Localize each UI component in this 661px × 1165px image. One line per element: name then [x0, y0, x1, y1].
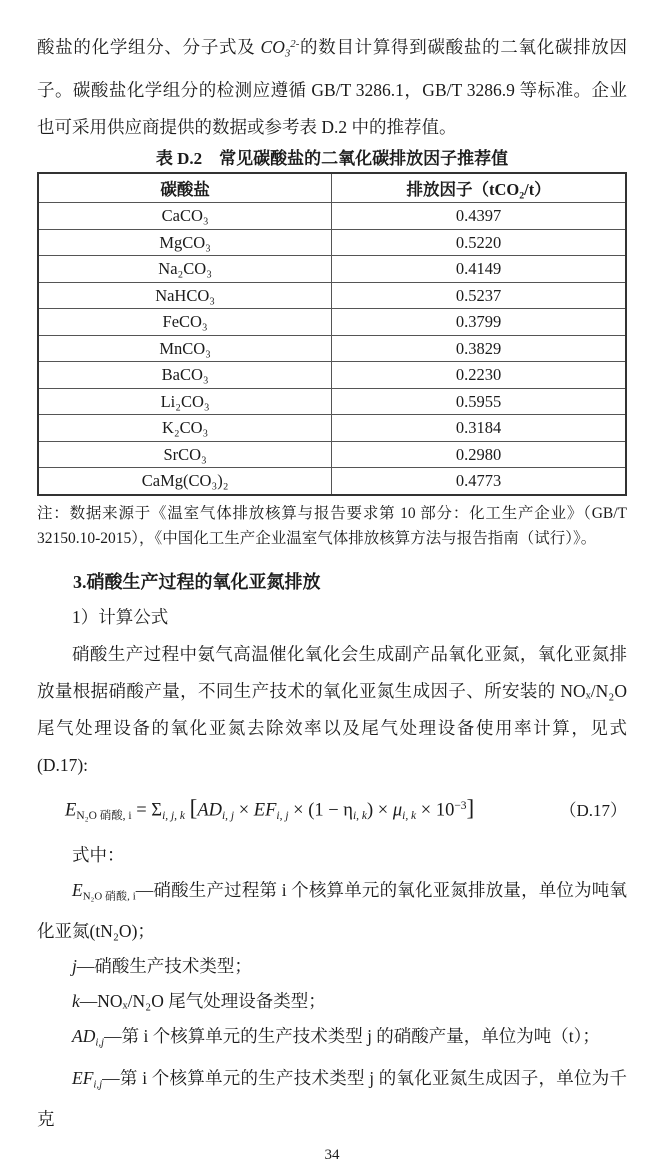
table-row: [38, 309, 626, 336]
table-row: [38, 282, 626, 309]
table-cell-carbonate: SrCO₃: [38, 441, 332, 468]
table-cell-carbonate: MgCO₃: [38, 229, 332, 256]
emission-factor-table: [37, 172, 627, 496]
definition-ad: ADi,j—第 i 个核算单元的生产技术类型 j 的硝酸产量，单位为吨（t）；: [72, 1026, 600, 1049]
section-heading: 3.硝酸生产过程的氧化亚氮排放: [73, 571, 321, 592]
table-row: [38, 388, 626, 415]
page-number: 34: [324, 1147, 340, 1164]
table-cell-carbonate: MnCO₃: [38, 335, 332, 362]
definition-e: EN₂O 硝酸, i—硝酸生产过程第 i 个核算单元的氧化亚氮排放量，单位为吨氧化亚氮(tN₂O)；: [37, 879, 627, 942]
table-cell-carbonate: Na₂CO₃: [38, 256, 332, 283]
table-cell-factor: 0.5220: [332, 229, 626, 256]
table-cell-factor: 0.4149: [332, 256, 626, 283]
where-label: 式中：: [72, 844, 125, 865]
table-header-cell-carbonate: 碳酸盐: [38, 173, 332, 203]
table-row: [38, 203, 626, 230]
table-cell-carbonate: K₂CO₃: [38, 415, 332, 442]
table-row: [38, 229, 626, 256]
table-cell-carbonate: CaMg(CO₃)₂: [38, 468, 332, 495]
table-cell-factor: 0.4773: [332, 468, 626, 495]
table-cell-carbonate: BaCO₃: [38, 362, 332, 389]
table-cell-carbonate: NaHCO₃: [38, 282, 332, 309]
table-header: [38, 173, 626, 203]
table-body: [38, 203, 626, 495]
subsection-label: 1）计算公式: [72, 606, 169, 627]
table-row: [38, 256, 626, 283]
table-row: [38, 468, 626, 495]
table-cell-carbonate: CaCO₃: [38, 203, 332, 230]
formula-expression: EN₂O 硝酸, i = Σi, j, k [ADi, j × EFi, j × (1 − ηi, k) × μi, $k \times 10^{-3}$]: [65, 795, 475, 822]
table-cell-factor: 0.3829: [332, 335, 626, 362]
intro-paragraph: 酸盐的化学组分、分子式及 $CO3^{2-}$的数目计算得到碳酸盐的二氧化碳排放因子。碳酸盐化学组分的检测应遵循 GB/T 3286.1，GB/T 3286.9 等标准。企业也可采用供应商提供的数据或参考表 D.2 中的推荐值。: [37, 36, 628, 138]
formula-number: （D.17）: [559, 800, 627, 820]
table-cell-carbonate: FeCO₃: [38, 309, 332, 336]
table-note: 注：数据来源于《温室气体排放核算与报告要求第 10 部分：化工生产企业》（GB/T 32150.10-2015），《中国化工生产企业温室气体排放核算方法与报告指南（试行）》。: [37, 504, 627, 547]
table-row: [38, 441, 626, 468]
table-cell-factor: 0.4397: [332, 203, 626, 230]
table-cell-factor: 0.2980: [332, 441, 626, 468]
definition-j: j—硝酸生产技术类型；: [72, 956, 252, 977]
table-header-row: [38, 173, 626, 203]
table-row: [38, 415, 626, 442]
formula-row: [37, 784, 627, 838]
definition-ef: EFi,j—第 i 个核算单元的生产技术类型 j 的氧化亚氮生成因子，单位为千克: [37, 1067, 627, 1130]
table-row: [38, 362, 626, 389]
definition-k: k—NOₓ/N₂O 尾气处理设备类型；: [72, 991, 326, 1012]
table-cell-factor: 0.5955: [332, 388, 626, 415]
table-cell-factor: 0.2230: [332, 362, 626, 389]
table-cell-carbonate: Li₂CO₃: [38, 388, 332, 415]
table-cell-factor: 0.5237: [332, 282, 626, 309]
section-paragraph: 硝酸生产过程中氨气高温催化氧化会生成副产品氧化亚氮，氧化亚氮排放量根据硝酸产量，不同生产技术的氧化亚氮生成因子、所安装的 NOₓ/N₂O 尾气处理设备的氧化亚氮去除效率以及尾气处理设备使用率计算，见式(D.17):: [37, 643, 627, 775]
table-cell-factor: 0.3184: [332, 415, 626, 442]
table-cell-factor: 0.3799: [332, 309, 626, 336]
table-title: 表 D.2 常见碳酸盐的二氧化碳排放因子推荐值: [155, 149, 509, 169]
table-row: [38, 335, 626, 362]
table-header-cell-factor: 排放因子（tCO₂/t）: [332, 173, 626, 203]
